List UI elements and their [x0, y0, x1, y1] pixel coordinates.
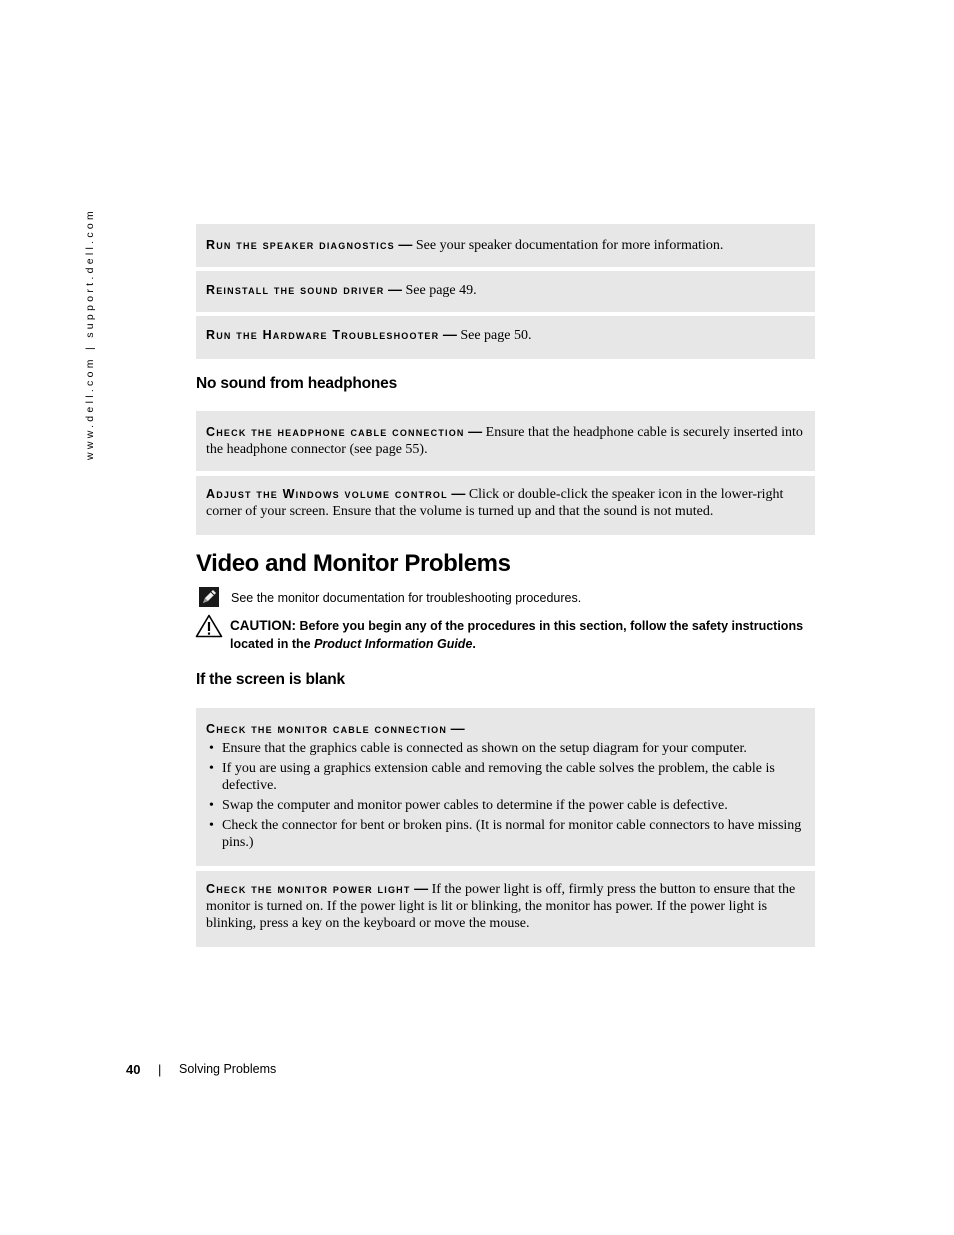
item-text: If the power light is off, firmly press the button to ensure that the monitor is turned on. If the power light is lit or blinking, the monitor has power. If the power light is blinking, press a key on the keyboard or move the mouse.	[206, 882, 796, 931]
item-text: See your speaker documentation for more information.	[415, 238, 724, 253]
em-dash: —	[450, 720, 465, 736]
em-dash: —	[451, 485, 466, 501]
item-lead: Adjust the Windows volume control	[206, 487, 448, 501]
list-item: • Ensure that the graphics cable is connected as shown on the setup diagram for your computer.	[206, 740, 805, 757]
note-text: See the monitor documentation for troubleshooting procedures.	[231, 591, 582, 605]
item-lead: Run the Hardware Troubleshooter	[206, 328, 440, 342]
section-heading-headphones: No sound from headphones	[196, 375, 398, 392]
item-text: Ensure that the headphone cable is securely inserted into the headphone connector (see page 55).	[206, 425, 803, 457]
caution-message	[230, 617, 810, 653]
troubleshoot-item-monitor-cable	[196, 708, 815, 866]
bullet-list	[206, 740, 805, 851]
item-lead: Reinstall the sound driver	[206, 283, 385, 297]
caution-label: CAUTION:	[230, 618, 296, 633]
troubleshoot-item-hardware-troubleshooter	[196, 316, 815, 359]
item-lead: Check the headphone cable connection	[206, 425, 465, 439]
section-heading-blank-screen: If the screen is blank	[196, 671, 345, 688]
item-text: See page 50.	[460, 328, 532, 343]
caution-body: Before you begin any of the procedures in this section, follow the safety instructions located in the	[230, 619, 804, 651]
chapter-title: Solving Problems	[179, 1062, 277, 1076]
caution-guide-title: Product Information Guide	[314, 637, 473, 651]
list-item: • If you are using a graphics extension cable and removing the cable solves the problem, the cable is defective.	[206, 760, 805, 794]
list-item: • Swap the computer and monitor power cables to determine if the power cable is defective.	[206, 797, 805, 814]
em-dash: —	[387, 281, 402, 297]
em-dash: —	[398, 236, 413, 252]
item-text: Click or double-click the speaker icon in the lower-right corner of your screen. Ensure that the volume is turned up and that the sound is not muted.	[206, 487, 784, 519]
em-dash: —	[414, 880, 429, 896]
caution-end: .	[472, 637, 476, 651]
page-number: 40	[126, 1062, 141, 1077]
sidebar-url: www.dell.com | support.dell.com	[84, 207, 96, 460]
list-item: • Check the connector for bent or broken pins. (It is normal for monitor cable connectors to have missing pins.)	[206, 817, 805, 851]
em-dash: —	[442, 326, 457, 342]
caution-warning-icon	[195, 614, 223, 638]
troubleshoot-item-reinstall-driver	[196, 271, 815, 312]
troubleshoot-item-headphone-cable	[196, 411, 815, 471]
troubleshoot-item-speaker-diagnostics	[196, 224, 815, 267]
em-dash: —	[468, 423, 483, 439]
item-lead: Run the speaker diagnostics	[206, 238, 395, 252]
troubleshoot-item-volume-control	[196, 476, 815, 535]
footer-separator: |	[158, 1062, 162, 1077]
item-text: See page 49.	[405, 283, 477, 298]
page-title: Video and Monitor Problems	[196, 550, 511, 577]
item-lead: Check the monitor power light	[206, 882, 411, 896]
note-pencil-icon	[199, 587, 219, 607]
troubleshoot-item-power-light	[196, 871, 815, 947]
item-lead: Check the monitor cable connection	[206, 722, 448, 736]
